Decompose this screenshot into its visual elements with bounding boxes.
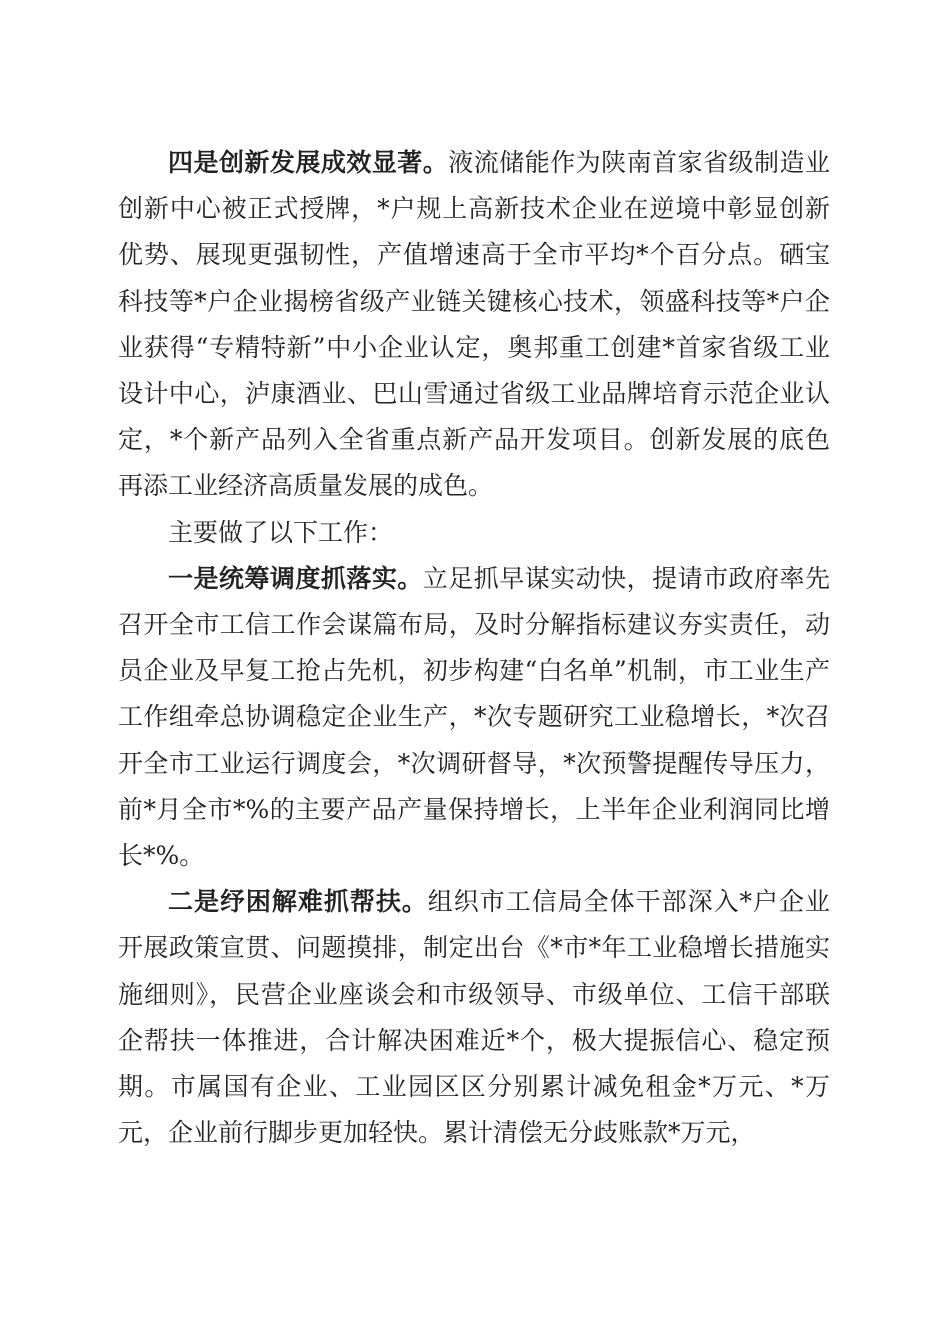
- paragraph-lead: 四是创新发展成效显著。: [168, 148, 449, 177]
- paragraph-lead: 一是统筹调度抓落实。: [168, 563, 423, 593]
- document-body: [118, 140, 830, 1156]
- paragraph-coordination: [118, 556, 830, 879]
- paragraph-text: 组织市工信局全体干部深入*户企业开展政策宣贯、问题摸排，制定出台《*市*年工业稳增长措施实施细则》，民营企业座谈会和市级领导、市级单位、工信干部联企帮扶一体推进，合计解决困难近*个，极大提振信心、稳定预期。市属国有企业、工业园区区分别累计减免租金*万元、*万元，企业前行脚步更加轻快。累计清偿无分歧账款*万元，: [118, 887, 830, 1148]
- paragraph-lead: 二是纾困解难抓帮扶。: [168, 887, 428, 917]
- paragraph-assistance: [118, 879, 830, 1156]
- paragraph-intro: [118, 510, 830, 556]
- paragraph-innovation: [118, 140, 830, 510]
- paragraph-text: 主要做了以下工作：: [168, 517, 394, 547]
- paragraph-text: 立足抓早谋实动快，提请市政府率先召开全市工信工作会谋篇布局，及时分解指标建议夯实责任，动员企业及早复工抢占先机，初步构建“白名单”机制，市工业生产工作组牵总协调稳定企业生产，*次专题研究工业稳增长，*次召开全市工业运行调度会，*次调研督导，*次预警提醒传导压力，前*月全市*%的主要产品产量保持增长，上半年企业利润同比增长*%。: [118, 563, 830, 871]
- paragraph-text: 液流储能作为陕南首家省级制造业创新中心被正式授牌，*户规上高新技术企业在逆境中彰显创新优势、展现更强韧性，产值增速高于全市平均*个百分点。硒宝科技等*户企业揭榜省级产业链关键核心技术，领盛科技等*户企业获得“专精特新”中小企业认定，奥邦重工创建*首家省级工业设计中心，泸康酒业、巴山雪通过省级工业品牌培育示范企业认定，*个新产品列入全省重点新产品开发项目。创新发展的底色再添工业经济高质量发展的成色。: [118, 148, 830, 501]
